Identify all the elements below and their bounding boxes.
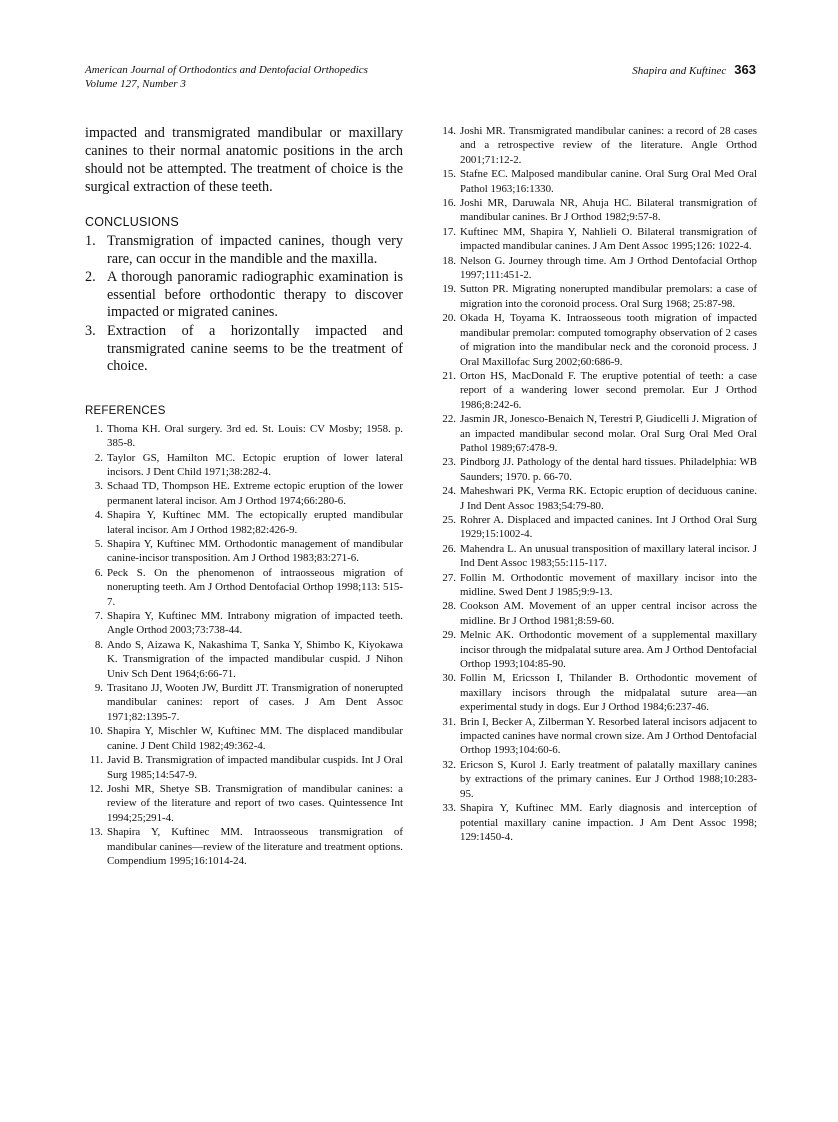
reference-item <box>440 167 757 196</box>
conclusion-item-number: 1. <box>85 233 96 249</box>
page-number: 363 <box>734 62 756 77</box>
reference-item-text: Follin M. Orthodontic movement of maxillary incisor into the midline. Swed Dent J 1985;9:9-13. <box>460 571 757 598</box>
reference-item-number: 27. <box>442 571 456 584</box>
reference-item-text: Joshi MR, Shetye SB. Transmigration of mandibular canines: a review of the literature and report of two cases. Quintessence Int 1994;25;291-4. <box>107 782 403 824</box>
reference-item-number: 24. <box>442 485 456 498</box>
reference-item-text: Joshi MR. Transmigrated mandibular canines: a record of 28 cases and a retrospective review of the literature. Angle Orthod 2001;71:12-2. <box>460 125 757 166</box>
reference-item-text: Maheshwari PK, Verma RK. Ectopic eruption of deciduous canine. J Ind Dent Assoc 1983;54:79-80. <box>460 485 757 512</box>
reference-item-text: Follin M, Ericsson I, Thilander B. Orthodontic movement of maxillary incisors through the midpalatal suture area—an experimental study in dogs. Eur J Orthod 1984;6:237-46. <box>460 672 757 714</box>
references-list-right <box>440 124 757 844</box>
reference-item <box>440 124 757 167</box>
conclusion-item <box>85 233 403 268</box>
running-header-left <box>85 63 368 91</box>
reference-item-number: 20. <box>442 312 456 325</box>
reference-item-number: 28. <box>442 600 456 613</box>
conclusion-item-text: Transmigration of impacted canines, though very rare, can occur in the mandible and the maxilla. <box>107 233 403 267</box>
left-column <box>85 124 403 868</box>
reference-item <box>440 599 757 628</box>
reference-item-number: 4. <box>94 509 103 522</box>
reference-item-number: 19. <box>442 283 456 296</box>
reference-item <box>85 566 403 609</box>
reference-item-text: Pindborg JJ. Pathology of the dental hard tissues. Philadelphia: WB Saunders; 1970. p. 66-70. <box>460 456 757 483</box>
reference-item-number: 29. <box>442 629 456 642</box>
reference-item-text: Trasitano JJ, Wooten JW, Burditt JT. Transmigration of nonerupted mandibular canines: report of cases. J Am Dent Assoc 1971;82:1395-7. <box>107 682 403 723</box>
conclusion-item-number: 2. <box>85 269 96 286</box>
reference-item-text: Shapira Y, Kuftinec MM. Intraosseous transmigration of mandibular canines—review of the literature and treatment options. Compendium 1995;16:1014-24. <box>107 826 403 867</box>
reference-item <box>440 225 757 254</box>
reference-item-number: 13. <box>89 826 103 839</box>
reference-item <box>440 196 757 225</box>
reference-item-number: 16. <box>442 197 456 210</box>
reference-item <box>440 801 757 844</box>
conclusion-item-text: A thorough panoramic radiographic examination is essential before orthodontic therapy to discover impacted or migrated canines. <box>107 269 403 321</box>
reference-item <box>440 758 757 801</box>
reference-item-number: 18. <box>442 254 456 267</box>
running-authors: Shapira and Kuftinec <box>632 65 727 77</box>
conclusion-item-text: Extraction of a horizontally impacted and transmigrated canine seems to be the treatment of choice. <box>107 322 403 375</box>
reference-item-text: Sutton PR. Migrating nonerupted mandibular premolars: a case of migration into the coronoid process. Oral Surg 1968; 25:87-98. <box>460 283 757 310</box>
conclusion-item-number: 3. <box>85 322 96 339</box>
reference-item-number: 1. <box>94 422 103 435</box>
reference-item <box>440 412 757 455</box>
reference-item <box>440 369 757 412</box>
reference-item-number: 8. <box>94 638 103 651</box>
reference-item <box>85 508 403 537</box>
conclusion-item <box>85 323 403 376</box>
reference-item <box>440 542 757 571</box>
journal-title: American Journal of Orthodontics and Dentofacial Orthopedics <box>85 64 368 76</box>
reference-item <box>85 451 403 480</box>
references-heading: REFERENCES <box>85 404 166 417</box>
intro-paragraph: impacted and transmigrated mandibular or maxillary canines to their normal anatomic positions in the arch should not be attempted. The treatment of choice is the surgical extraction of these teeth. <box>85 125 403 195</box>
reference-item <box>85 638 403 681</box>
conclusions-list <box>85 233 403 376</box>
reference-item-number: 31. <box>442 715 456 728</box>
reference-item <box>440 282 757 311</box>
reference-item-number: 3. <box>94 480 103 493</box>
reference-item-text: Thoma KH. Oral surgery. 3rd ed. St. Louis: CV Mosby; 1958. p. 385-8. <box>107 422 403 450</box>
reference-item-number: 15. <box>442 168 456 181</box>
reference-item <box>85 724 403 753</box>
reference-item-text: Shapira Y, Kuftinec MM. Intrabony migration of impacted teeth. Angle Orthod 2003;73:738-44. <box>107 610 403 637</box>
reference-item-number: 12. <box>89 782 103 795</box>
reference-item-number: 25. <box>442 513 456 526</box>
reference-item <box>85 479 403 508</box>
reference-item-text: Kuftinec MM, Shapira Y, Nahlieli O. Bilateral transmigration of impacted mandibular canines. J Am Dent Assoc 1995;126: 1022-4. <box>460 225 757 253</box>
reference-item <box>85 422 403 451</box>
reference-item-text: Nelson G. Journey through time. Am J Orthod Dentofacial Orthop 1997;111:451-2. <box>460 254 757 282</box>
reference-item-text: Joshi MR, Daruwala NR, Ahuja HC. Bilateral transmigration of mandibular canines. Br J Orthod 1982;9:57-8. <box>460 197 757 224</box>
reference-item-text: Brin I, Becker A, Zilberman Y. Resorbed lateral incisors adjacent to impacted canines have normal crown size. Am J Orthod Dentofacial Orthop 1993;104:60-6. <box>460 715 757 757</box>
reference-item <box>85 681 403 724</box>
reference-item-text: Peck S. On the phenomenon of intraosseous migration of nonerupting teeth. Am J Orthod Dentofacial Orthop 1998;113: 515-7. <box>107 566 403 608</box>
reference-item-text: Shapira Y, Mischler W, Kuftinec MM. The displaced mandibular canine. J Dent Child 1982;49:362-4. <box>107 725 403 752</box>
reference-item-number: 32. <box>442 758 456 771</box>
conclusions-heading: CONCLUSIONS <box>85 215 179 229</box>
reference-item-text: Melnic AK. Orthodontic movement of a supplemental maxillary incisor through the midpalatal suture area. Am J Orthod Dentofacial Orthop 1993;104:85-90. <box>460 629 757 671</box>
reference-item <box>440 628 757 671</box>
journal-volume: Volume 127, Number 3 <box>85 78 186 90</box>
reference-item-text: Taylor GS, Hamilton MC. Ectopic eruption of lower lateral incisors. J Dent Child 1971;38:282-4. <box>107 451 403 478</box>
reference-item <box>440 671 757 714</box>
reference-item-text: Rohrer A. Displaced and impacted canines. Int J Orthod Oral Surg 1929;15:1002-4. <box>460 513 757 541</box>
references-list-left <box>85 422 403 869</box>
reference-item-number: 5. <box>94 538 103 550</box>
reference-item-text: Shapira Y, Kuftinec MM. Orthodontic management of mandibular canine-incisor transposition. Am J Orthod 1983;83:271-6. <box>107 538 403 565</box>
reference-item-number: 21. <box>442 369 456 382</box>
reference-item-number: 23. <box>442 456 456 469</box>
reference-item-text: Ericson S, Kurol J. Early treatment of palatally maxillary canines by extractions of the primary canines. Eur J Orthod 1988;10:283-95. <box>460 758 757 800</box>
conclusion-item <box>85 269 403 322</box>
reference-item-text: Schaad TD, Thompson HE. Extreme ectopic eruption of the lower permanent lateral incisor. Am J Orthod 1974;66:280-6. <box>107 480 403 507</box>
reference-item-number: 7. <box>94 610 103 623</box>
reference-item-text: Cookson AM. Movement of an upper central incisor across the midline. Br J Orthod 1981;8:59-60. <box>460 600 757 627</box>
reference-item-text: Jasmin JR, Jonesco-Benaich N, Terestri P, Giudicelli J. Migration of an impacted mandibular second molar. Oral Surg Oral Med Oral Pathol 1989;67:478-9. <box>460 413 757 454</box>
reference-item-text: Orton HS, MacDonald F. The eruptive potential of teeth: a case report of a wandering lower second premolar. Eur J Orthod 1986;8:242-6. <box>460 369 757 411</box>
reference-item-number: 9. <box>94 682 103 695</box>
reference-item-number: 22. <box>442 413 456 426</box>
reference-item <box>85 782 403 825</box>
reference-item <box>440 571 757 600</box>
reference-item-number: 26. <box>442 542 456 555</box>
reference-item-number: 2. <box>94 451 103 464</box>
reference-item-text: Shapira Y, Kuftinec MM. Early diagnosis and interception of potential maxillary canine impaction. J Am Dent Assoc 1998; 129:1450-4. <box>460 802 757 843</box>
reference-item-number: 33. <box>442 802 456 815</box>
reference-item <box>440 311 757 369</box>
running-header-right <box>632 63 756 78</box>
reference-item-number: 17. <box>442 225 456 238</box>
reference-item <box>440 715 757 758</box>
reference-item-text: Mahendra L. An unusual transposition of maxillary lateral incisor. J Ind Dent Assoc 1983;55:115-117. <box>460 542 757 570</box>
reference-item <box>440 455 757 484</box>
reference-item <box>85 537 403 566</box>
reference-item-number: 10. <box>89 725 103 738</box>
reference-item <box>85 609 403 638</box>
reference-item <box>85 753 403 782</box>
right-column <box>440 124 757 844</box>
reference-item-text: Shapira Y, Kuftinec MM. The ectopically erupted mandibular lateral incisor. Am J Orthod 1982;82:426-9. <box>107 509 403 536</box>
reference-item-number: 30. <box>442 672 456 685</box>
reference-item-number: 6. <box>94 566 103 579</box>
reference-item <box>85 825 403 868</box>
reference-item <box>440 513 757 542</box>
reference-item-text: Okada H, Toyama K. Intraosseous tooth migration of impacted mandibular premolar: computed tomography observation of 2 cases of migration into the mandibular neck and the coronoid process. J Oral Maxillofac Surg 2002;60:686-9. <box>460 312 757 368</box>
reference-item-text: Stafne EC. Malposed mandibular canine. Oral Surg Oral Med Oral Pathol 1963;16:1330. <box>460 168 757 195</box>
reference-item <box>440 254 757 283</box>
reference-item-number: 11. <box>89 754 103 767</box>
reference-item <box>440 484 757 513</box>
reference-item-number: 14. <box>442 125 456 137</box>
reference-item-text: Javid B. Transmigration of impacted mandibular cuspids. Int J Oral Surg 1985;14:547-9. <box>107 754 403 781</box>
reference-item-text: Ando S, Aizawa K, Nakashima T, Sanka Y, Shimbo K, Kiyokawa K. Transmigration of the impacted mandibular cuspid. J Nihon Univ Sch Dent 1964;6:66-71. <box>107 638 403 680</box>
